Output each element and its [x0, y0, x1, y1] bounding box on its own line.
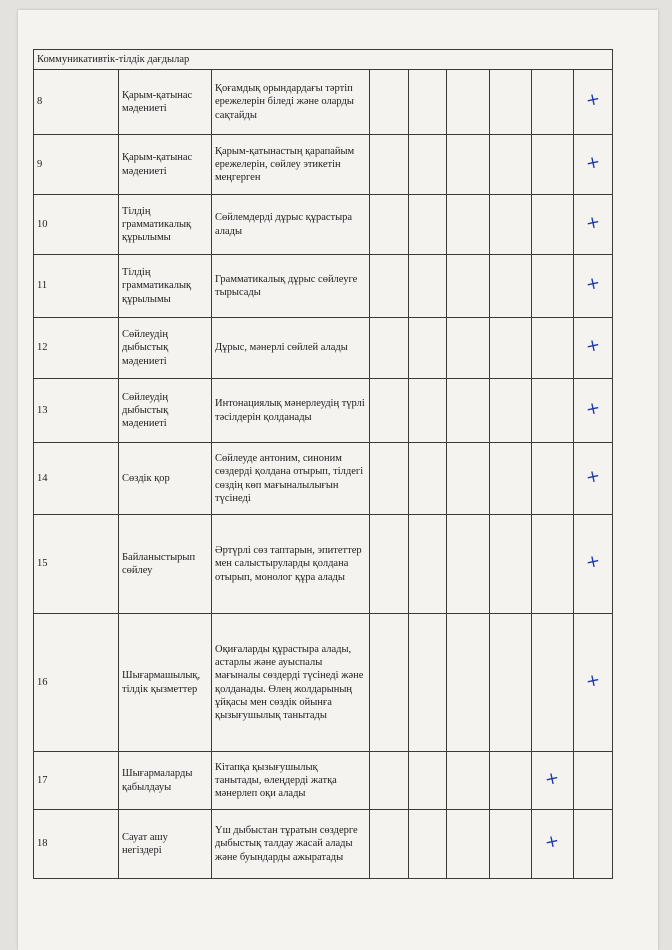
- level-cell: [532, 135, 574, 195]
- skill-description: Қоғамдық орындардағы тәртіп ережелерін біледі және оларды сақтайды: [212, 70, 370, 135]
- level-cell: [370, 135, 409, 195]
- row-number: 13: [34, 379, 119, 443]
- level-cell: [490, 752, 532, 810]
- skill-description: Оқиғаларды құрастыра алады, астарлы және ауыспалы мағыналы сөздерді түсінеді және қолданады. Өлең жолдарының ұйқасы мен сөздік ойынға қызығушылық танытады: [212, 614, 370, 752]
- handwritten-plus-mark: +: [583, 397, 602, 421]
- level-cell: [490, 135, 532, 195]
- level-cell: [447, 318, 490, 379]
- level-cell: [447, 135, 490, 195]
- level-cell: [490, 318, 532, 379]
- level-cell: [370, 255, 409, 318]
- level-cell: [490, 379, 532, 443]
- table-row: [34, 70, 613, 135]
- level-cell: [447, 614, 490, 752]
- row-number: 14: [34, 443, 119, 515]
- level-cell: [490, 70, 532, 135]
- level-cell: [409, 810, 447, 879]
- skill-description: Әртүрлі сөз таптарын, эпитеттер мен салыстыруларды қолдана отырып, монолог құра алады: [212, 515, 370, 614]
- table-row: [34, 195, 613, 255]
- handwritten-plus-mark: +: [583, 151, 602, 175]
- level-cell: [574, 195, 613, 255]
- level-cell: [532, 443, 574, 515]
- level-cell: [370, 515, 409, 614]
- row-number: 17: [34, 752, 119, 810]
- level-cell: [490, 614, 532, 752]
- level-cell: [574, 318, 613, 379]
- level-cell: [370, 752, 409, 810]
- level-cell: [447, 752, 490, 810]
- level-cell: [370, 195, 409, 255]
- level-cell: [490, 810, 532, 879]
- row-number: 8: [34, 70, 119, 135]
- skill-area: Сөйлеудің дыбыстық мәдениеті: [119, 318, 212, 379]
- level-cell: [447, 515, 490, 614]
- skill-description: Интонациялық мәнерлеудің түрлі тәсілдерін қолданады: [212, 379, 370, 443]
- level-cell: [447, 379, 490, 443]
- level-cell: [532, 255, 574, 318]
- handwritten-plus-mark: +: [583, 211, 602, 235]
- handwritten-plus-mark: +: [543, 831, 562, 854]
- skill-description: Кітапқа қызығушылық танытады, өлеңдерді жатқа мәнерлеп оқи алады: [212, 752, 370, 810]
- table-row: [34, 379, 613, 443]
- skill-area: Тілдің грамматикалық құрылымы: [119, 195, 212, 255]
- skill-area: Қарым-қатынас мәдениеті: [119, 70, 212, 135]
- level-cell: [409, 379, 447, 443]
- row-number: 9: [34, 135, 119, 195]
- level-cell: [409, 70, 447, 135]
- skills-table: [33, 49, 613, 879]
- level-cell: [370, 70, 409, 135]
- handwritten-plus-mark: +: [583, 89, 602, 112]
- skill-area: Байланыстырып сөйлеу: [119, 515, 212, 614]
- level-cell: [574, 752, 613, 810]
- skill-area: Шығармаларды қабылдауы: [119, 752, 212, 810]
- skill-description: Сөйлемдерді дұрыс құрастыра алады: [212, 195, 370, 255]
- level-cell: [574, 135, 613, 195]
- skill-area: Шығармашылық, тілдік қызметтер: [119, 614, 212, 752]
- level-cell: [490, 255, 532, 318]
- level-cell: [370, 614, 409, 752]
- table-row: [34, 318, 613, 379]
- level-cell: [532, 515, 574, 614]
- level-cell: [447, 70, 490, 135]
- level-cell: [409, 752, 447, 810]
- level-cell: [409, 515, 447, 614]
- level-cell: [370, 810, 409, 879]
- skill-area: Сөздік қор: [119, 443, 212, 515]
- skill-area: Сөйлеудің дыбыстық мәдениеті: [119, 379, 212, 443]
- row-number: 12: [34, 318, 119, 379]
- row-number: 16: [34, 614, 119, 752]
- level-cell: [370, 443, 409, 515]
- level-cell: [447, 443, 490, 515]
- level-cell: [574, 255, 613, 318]
- level-cell: [532, 318, 574, 379]
- skill-area: Сауат ашу негіздері: [119, 810, 212, 879]
- level-cell: [490, 195, 532, 255]
- level-cell: [370, 318, 409, 379]
- skill-description: Қарым-қатынастың қарапайым ережелерін, сөйлеу этикетін меңгерген: [212, 135, 370, 195]
- skill-description: Сөйлеуде антоним, синоним сөздерді қолдана отырып, тілдегі сөздің көп мағыналылығын түсінеді: [212, 443, 370, 515]
- table-row: [34, 135, 613, 195]
- section-header: Коммуникативтік-тілдік дағдылар: [34, 50, 613, 70]
- handwritten-plus-mark: +: [583, 551, 602, 574]
- row-number: 15: [34, 515, 119, 614]
- level-cell: [409, 318, 447, 379]
- level-cell: [574, 379, 613, 443]
- skill-area: Қарым-қатынас мәдениеті: [119, 135, 212, 195]
- skill-description: Үш дыбыстан тұратын сөздерге дыбыстық талдау жасай алады және буындарды ажыратады: [212, 810, 370, 879]
- handwritten-plus-mark: +: [583, 335, 602, 358]
- skill-description: Дұрыс, мәнерлі сөйлей алады: [212, 318, 370, 379]
- level-cell: [532, 810, 574, 879]
- level-cell: [447, 195, 490, 255]
- row-number: 11: [34, 255, 119, 318]
- table-row: [34, 515, 613, 614]
- table-header-row: [34, 50, 613, 70]
- level-cell: [409, 443, 447, 515]
- handwritten-plus-mark: +: [583, 273, 602, 296]
- level-cell: [447, 255, 490, 318]
- level-cell: [532, 379, 574, 443]
- level-cell: [532, 614, 574, 752]
- skill-description: Грамматикалық дұрыс сөйлеуге тырысады: [212, 255, 370, 318]
- table-row: [34, 810, 613, 879]
- level-cell: [532, 70, 574, 135]
- level-cell: [409, 614, 447, 752]
- level-cell: [409, 255, 447, 318]
- level-cell: [574, 70, 613, 135]
- row-number: 10: [34, 195, 119, 255]
- level-cell: [490, 515, 532, 614]
- row-number: 18: [34, 810, 119, 879]
- level-cell: [409, 135, 447, 195]
- table-row: [34, 255, 613, 318]
- table-row: [34, 614, 613, 752]
- skill-area: Тілдің грамматикалық құрылымы: [119, 255, 212, 318]
- table-row: [34, 443, 613, 515]
- level-cell: [370, 379, 409, 443]
- level-cell: [574, 614, 613, 752]
- level-cell: [532, 752, 574, 810]
- handwritten-plus-mark: +: [583, 465, 602, 489]
- handwritten-plus-mark: +: [583, 669, 602, 693]
- level-cell: [409, 195, 447, 255]
- level-cell: [574, 515, 613, 614]
- handwritten-plus-mark: +: [543, 767, 562, 791]
- level-cell: [532, 195, 574, 255]
- table-row: [34, 752, 613, 810]
- level-cell: [490, 443, 532, 515]
- level-cell: [574, 810, 613, 879]
- level-cell: [447, 810, 490, 879]
- level-cell: [574, 443, 613, 515]
